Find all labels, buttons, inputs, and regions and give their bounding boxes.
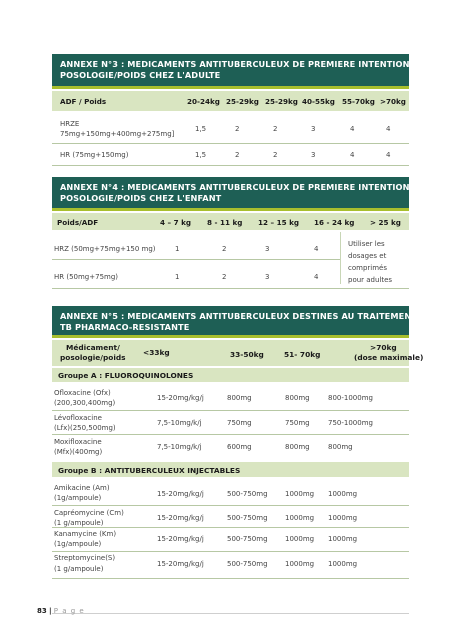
row-divider xyxy=(52,259,340,260)
note-line: Utiliser les xyxy=(348,240,385,248)
drug-name: HR (75mg+150mg) xyxy=(60,151,129,159)
row-divider xyxy=(52,288,409,289)
page-number: 83 xyxy=(37,607,47,615)
value-cell: 4 xyxy=(350,125,355,133)
page-footer xyxy=(37,607,85,615)
dose-cell: 15-20mg/kg/j xyxy=(157,535,204,543)
value-cell: 4 xyxy=(386,151,391,159)
drug-name: Streptomycine(S) xyxy=(54,554,116,562)
row-divider xyxy=(52,410,409,411)
drug-name: HR (50mg+75mg) xyxy=(54,273,119,281)
annex4-title-banner xyxy=(52,177,440,211)
annex3-subtitle: POSOLOGIE/POIDS CHEZ L'ADULTE xyxy=(60,70,221,80)
drug-name: (1g/ampoule) xyxy=(54,540,102,548)
header-cell: posologie/poids xyxy=(60,353,126,362)
annex3-table-header xyxy=(52,91,409,111)
annex4-title: ANNEXE N°4 : MEDICAMENTS ANTITUBERCULEUX DE PREMIERE INTENTION (ADF) xyxy=(60,182,440,192)
value-cell: 4 xyxy=(350,151,355,159)
dose-cell: 15-20mg/kg/j xyxy=(157,394,204,402)
value-cell: 4 xyxy=(386,125,391,133)
group-title: Groupe B : ANTITUBERCULEUX INJECTABLES xyxy=(58,466,241,475)
value-cell: 500-750mg xyxy=(227,560,268,568)
dose-cell: 7,5-10mg/k/j xyxy=(157,419,202,427)
banner-accent-bar xyxy=(52,208,409,211)
note-line: comprimés xyxy=(348,264,387,272)
drug-name: (Lfx)(250,500mg) xyxy=(54,424,116,432)
footer-rule xyxy=(52,613,409,614)
value-cell: 2 xyxy=(235,125,240,133)
header-cell: Poids/ADF xyxy=(57,218,99,227)
page-label: P a g e xyxy=(53,607,85,615)
header-cell: 16 - 24 kg xyxy=(314,218,355,227)
header-cell: 25-29kg xyxy=(265,97,298,106)
drug-name: Amikacine (Am) xyxy=(54,484,110,492)
header-cell: > 25 kg xyxy=(370,218,401,227)
value-cell: 1000mg xyxy=(328,560,358,568)
annex5-subtitle: TB PHARMACO-RESISTANTE xyxy=(60,322,190,332)
value-cell: 2 xyxy=(273,151,278,159)
row-divider xyxy=(52,165,409,166)
header-cell: 51- 70kg xyxy=(284,350,321,359)
value-cell: 1000mg xyxy=(285,514,315,522)
header-cell: 8 - 11 kg xyxy=(207,218,243,227)
value-cell: 1000mg xyxy=(328,490,358,498)
header-cell: 12 – 15 kg xyxy=(258,218,300,227)
drug-name: (Mfx)(400mg) xyxy=(54,448,103,456)
header-cell: 20-24kg xyxy=(187,97,220,106)
value-cell: 4 xyxy=(314,273,319,281)
annex3-title-banner xyxy=(52,54,440,89)
value-cell: 3 xyxy=(265,245,270,253)
group-title: Groupe A : FLUOROQUINOLONES xyxy=(58,371,194,380)
value-cell: 1 xyxy=(175,245,180,253)
value-cell: 1,5 xyxy=(195,151,207,159)
dose-cell: 15-20mg/kg/j xyxy=(157,560,204,568)
header-cell: >70kg xyxy=(380,97,406,106)
column-divider xyxy=(340,232,341,284)
drug-name: Moxifloxacine xyxy=(54,438,102,446)
value-cell: 500-750mg xyxy=(227,514,268,522)
value-cell: 2 xyxy=(235,151,240,159)
group-b-header xyxy=(52,462,409,477)
value-cell: 4 xyxy=(314,245,319,253)
page-separator: | xyxy=(48,607,52,615)
drug-name: (1 g/ampoule) xyxy=(54,519,104,527)
dose-cell: 15-20mg/kg/j xyxy=(157,514,204,522)
drug-name: Ofloxacine (Ofx) xyxy=(54,389,111,397)
header-cell: 4 – 7 kg xyxy=(160,218,192,227)
note-line: dosages et xyxy=(348,252,387,260)
drug-name: HRZE xyxy=(60,120,80,128)
dose-cell: 15-20mg/kg/j xyxy=(157,490,204,498)
value-cell: 600mg xyxy=(227,443,252,451)
value-cell: 2 xyxy=(273,125,278,133)
value-cell: 750mg xyxy=(227,419,252,427)
annex5-title: ANNEXE N°5 : MEDICAMENTS ANTITUBERCULEUX DESTINES AU TRAITEMENT DE LA xyxy=(60,311,448,321)
value-cell: 1000mg xyxy=(285,490,315,498)
annex5-table-header xyxy=(52,340,424,366)
header-cell: 25-29kg xyxy=(226,97,259,106)
header-cell: 40-55kg xyxy=(302,97,335,106)
drug-name: (1 g/ampoule) xyxy=(54,565,104,573)
banner-accent-bar xyxy=(52,335,409,338)
drug-name: (200,300,400mg) xyxy=(54,399,116,407)
value-cell: 2 xyxy=(222,273,227,281)
group-a-header xyxy=(52,368,409,382)
header-cell: ADF / Poids xyxy=(60,97,107,106)
value-cell: 1,5 xyxy=(195,125,207,133)
value-cell: 3 xyxy=(265,273,270,281)
header-cell: 33-50kg xyxy=(230,350,264,359)
annex5-title-banner xyxy=(52,306,448,338)
header-cell: <33kg xyxy=(143,348,170,357)
value-cell: 800mg xyxy=(285,394,310,402)
value-cell: 3 xyxy=(311,125,316,133)
row-divider xyxy=(52,578,409,579)
value-cell: 500-750mg xyxy=(227,490,268,498)
value-cell: 500-750mg xyxy=(227,535,268,543)
value-cell: 1 xyxy=(175,273,180,281)
header-cell: (dose maximale) xyxy=(354,353,424,362)
value-cell: 800mg xyxy=(328,443,353,451)
drug-name: Lévofloxacine xyxy=(54,414,102,422)
annex3-title: ANNEXE N°3 : MEDICAMENTS ANTITUBERCULEUX DE PREMIERE INTENTION (ADF) xyxy=(60,59,440,69)
value-cell: 1000mg xyxy=(285,560,315,568)
value-cell: 800mg xyxy=(285,443,310,451)
annex4-table-header xyxy=(52,213,409,230)
value-cell: 750mg xyxy=(285,419,310,427)
value-cell: 750-1000mg xyxy=(328,419,373,427)
banner-accent-bar xyxy=(52,86,409,89)
value-cell: 1000mg xyxy=(328,514,358,522)
row-divider xyxy=(52,527,409,528)
header-cell: >70kg xyxy=(370,343,397,352)
header-cell: Médicament/ xyxy=(66,343,120,352)
dose-cell: 7,5-10mg/k/j xyxy=(157,443,202,451)
value-cell: 2 xyxy=(222,245,227,253)
header-cell: 55-70kg xyxy=(342,97,375,106)
annex4-subtitle: POSOLOGIE/POIDS CHEZ L'ENFANT xyxy=(60,193,222,203)
drug-name: Capréomycine (Cm) xyxy=(54,509,124,517)
value-cell: 3 xyxy=(311,151,316,159)
row-divider xyxy=(52,143,409,144)
value-cell: 800-1000mg xyxy=(328,394,373,402)
row-divider xyxy=(52,551,409,552)
note-line: pour adultes xyxy=(348,276,393,284)
value-cell: 1000mg xyxy=(285,535,315,543)
drug-name: Kanamycine (Km) xyxy=(54,530,117,538)
drug-name: HRZ (50mg+75mg+150 mg) xyxy=(54,245,156,253)
value-cell: 800mg xyxy=(227,394,252,402)
value-cell: 1000mg xyxy=(328,535,358,543)
row-divider xyxy=(52,434,409,435)
row-divider xyxy=(52,505,409,506)
drug-name: (1g/ampoule) xyxy=(54,494,102,502)
drug-name: 75mg+150mg+400mg+275mg] xyxy=(60,130,175,138)
